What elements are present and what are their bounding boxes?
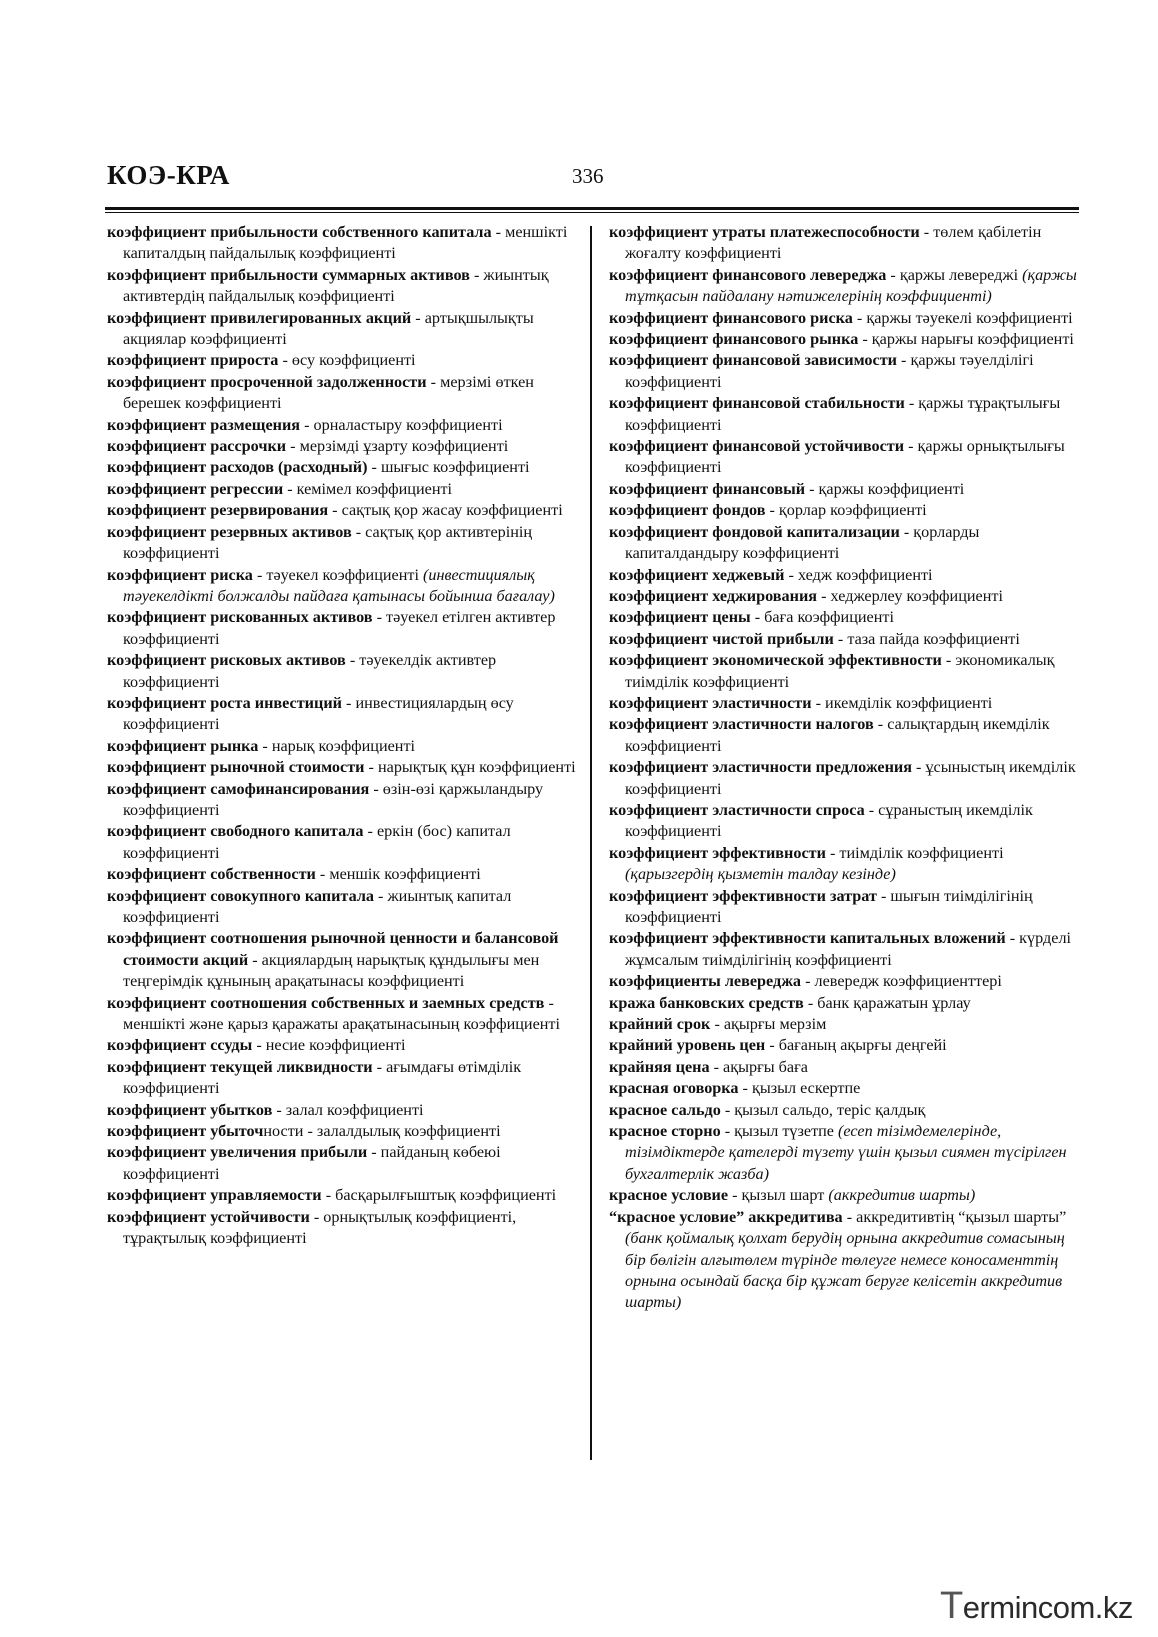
dictionary-entry	[107, 693, 577, 736]
entry-definition: - сақтық қор жасау коэффициенті	[328, 501, 563, 520]
entry-definition: - нарық коэффициенті	[258, 736, 416, 755]
entry-definition: - хеджерлеу коэффициенті	[817, 586, 1003, 605]
termincom-logo	[940, 1585, 1133, 1628]
entry-note: (инвестициялық тәуекелдікті болжалды пайдаға қатынасы бойынша бағалау)	[123, 565, 555, 605]
entry-term: коэффициент эффективности затрат	[609, 886, 877, 905]
entry-note: (банк қоймалық қолхат берудің орнына аккредитив сомасының бір бөлігін алғытөлем түрінде төлеуге немесе коносаменттің орнына осындай басқа бір құжат беруге келісетін аккредитив шарты)	[625, 1229, 1065, 1312]
entry-term: коэффициенты левереджа	[609, 972, 802, 991]
entry-term: коэффициент собственности	[107, 865, 316, 884]
entry-definition: - жиынтық активтердің пайдалылық коэффициенті	[123, 265, 549, 306]
entry-definition: - хедж коэффициенті	[784, 565, 933, 584]
dictionary-entry	[107, 415, 577, 436]
entry-definition: - банк қаражатын ұрлау	[803, 993, 971, 1012]
entry-term: коэффициент соотношения собственных и заемных средств	[107, 993, 545, 1012]
entry-term: красное сторно	[609, 1122, 721, 1141]
entry-definition: - қызыл түзетпе	[720, 1122, 839, 1141]
entry-term: коэффициент роста инвестиций	[107, 693, 342, 712]
dictionary-entry	[107, 1185, 577, 1206]
dictionary-entry	[107, 779, 577, 822]
entry-definition: - экономикалық тиімділік коэффициенті	[625, 651, 1055, 691]
dictionary-entry	[107, 479, 577, 500]
page-number: 336	[572, 164, 604, 188]
dictionary-entry	[107, 500, 577, 521]
entry-term: коэффициент свободного капитала	[107, 822, 364, 841]
entry-definition: - мерзімді ұзарту коэффициенті	[286, 437, 509, 456]
dictionary-entry	[609, 1121, 1077, 1185]
entry-definition: - баға коэффициенті	[750, 608, 894, 627]
entry-term: коэффициент соотношения рыночной ценности и балансовой стоимости акций	[107, 929, 559, 969]
entry-term: крайняя цена	[609, 1057, 710, 1076]
entry-term: коэффициент рыночной стоимости	[107, 758, 365, 777]
dictionary-entry	[609, 629, 1077, 650]
dictionary-entry	[107, 1035, 577, 1056]
dictionary-entry	[609, 1014, 1077, 1035]
entry-term: коэффициент эластичности спроса	[609, 800, 865, 819]
entry-definition: - ағымдағы өтімділік коэффициенті	[123, 1057, 522, 1098]
entry-term: коэффициент утраты платежеспособности	[609, 223, 920, 241]
header-rule-thick	[105, 207, 1079, 210]
entry-term: красное условие	[609, 1186, 729, 1205]
dictionary-entry	[107, 457, 577, 478]
dictionary-entry	[609, 693, 1077, 714]
entry-definition: - қаржы нарығы коэффициенті	[858, 330, 1074, 349]
entry-definition: - жиынтық капитал коэффициенті	[123, 886, 512, 926]
entry-term: коэффициент чистой прибыли	[609, 629, 834, 648]
entry-term: коэффициент резервирования	[107, 501, 329, 520]
dictionary-entry	[609, 843, 1077, 886]
dictionary-entry	[107, 1142, 577, 1185]
dictionary-entry	[609, 586, 1077, 607]
entry-definition: - қорларды капиталдандыру коэффициенті	[625, 522, 980, 563]
entry-definition: - еркін (бос) капитал коэффициенті	[123, 822, 511, 862]
dictionary-entry	[609, 522, 1077, 565]
dictionary-entry	[609, 1207, 1077, 1314]
page-header-title: КОЭ-КРА	[107, 160, 230, 190]
entry-definition: - өзін-өзі қаржыландыру коэффициенті	[123, 779, 544, 819]
entry-definition: - қызыл сальдо, теріс қалдық	[720, 1100, 926, 1119]
entry-definition: ности - залалдылық коэффициенті	[263, 1122, 501, 1141]
dictionary-entry	[609, 607, 1077, 628]
entry-definition: - орналастыру коэффициенті	[300, 415, 503, 434]
entry-definition: - сақтық қор активтерінің коэффициенті	[123, 522, 533, 563]
entry-definition: - тәуекелдік активтер коэффициенті	[123, 651, 497, 691]
entry-term: коэффициент финансовой зависимости	[609, 351, 897, 370]
dictionary-entry	[107, 607, 577, 650]
entry-definition: - мерзімі өткен берешек коэффициенті	[123, 372, 534, 413]
dictionary-entry	[609, 500, 1077, 521]
dictionary-entry	[609, 1057, 1077, 1078]
entry-term: коэффициент рынка	[107, 736, 259, 755]
entry-definition: - аккредитивтің “қызыл шарты”	[842, 1207, 1067, 1226]
entry-term: коэффициент хеджирования	[609, 586, 818, 605]
entry-definition: - меншік коэффициенті	[315, 865, 481, 884]
entry-term: коэффициент резервных активов	[107, 522, 352, 541]
entry-definition: - салықтардың икемділік коэффициенті	[625, 715, 1050, 755]
dictionary-entry	[609, 1035, 1077, 1056]
entry-term: коэффициент ссуды	[107, 1036, 253, 1055]
entry-term: коэффициент финансового риска	[609, 308, 853, 327]
entry-definition: - пайданың көбеюі коэффициенті	[123, 1143, 501, 1183]
dictionary-entry	[609, 714, 1077, 757]
entry-definition: - төлем қабілетін жоғалту коэффициенті	[625, 223, 1042, 263]
dictionary-entry	[107, 565, 577, 608]
dictionary-entry	[107, 993, 577, 1036]
entry-definition: - қаржы левереджі	[886, 265, 1023, 284]
entry-definition: - тиімділік коэффициенті	[825, 843, 1004, 862]
dictionary-entry	[609, 1078, 1077, 1099]
dictionary-entry	[609, 222, 1077, 265]
entry-note: (қарызгердің қызметін талдау кезінде)	[625, 865, 896, 884]
column-divider	[590, 226, 592, 1460]
dictionary-entry	[107, 522, 577, 565]
dictionary-entry	[107, 650, 577, 693]
entry-term: коэффициент эластичности налогов	[609, 715, 874, 734]
dictionary-entry	[107, 265, 577, 308]
entry-definition: - залал коэффициенті	[272, 1100, 424, 1119]
entry-definition: - қызыл шарт	[728, 1186, 829, 1205]
entry-definition: - ұсыныстың икемділік коэффициенті	[625, 758, 1076, 798]
entry-definition: - күрделі жұмсалым тиімділігінің коэффициенті	[625, 929, 1072, 969]
entry-note: (есеп тізімдемелерінде, тізімдіктерде қателерді түзету үшін қызыл сиямен түсірілген бухгалтерлік жазба)	[625, 1122, 1067, 1183]
entry-definition: - кемімел коэффициенті	[283, 479, 453, 498]
entry-term: коэффициент расходов (расходный)	[107, 458, 368, 477]
entry-term: коэффициент убытков	[107, 1100, 273, 1119]
dictionary-entry	[107, 1100, 577, 1121]
entry-term: коэффициент просроченной задолженности	[107, 372, 427, 391]
entry-term: коэффициент финансового рынка	[609, 330, 859, 349]
entry-definition: - орнықтылық коэффициенті, тұрақтылық коэффициенті	[123, 1207, 517, 1248]
entry-term: красное сальдо	[609, 1100, 721, 1119]
header-rule-thin	[105, 212, 1079, 213]
entry-term: коэффициент экономической эффективности	[609, 651, 942, 670]
dictionary-entry	[107, 372, 577, 415]
dictionary-entry	[609, 436, 1077, 479]
entry-definition: - нарықтық құн коэффициенті	[364, 758, 576, 777]
entry-term: коэффициент финансовой стабильности	[609, 394, 905, 413]
entry-term: коэффициент финансовой устойчивости	[609, 437, 905, 456]
entry-definition: - шығын тиімділігінің коэффициенті	[625, 886, 1033, 926]
dictionary-entry	[609, 1100, 1077, 1121]
entry-term: крайний срок	[609, 1015, 711, 1034]
entry-definition: - қаржы коэффициенті	[805, 479, 965, 498]
entry-term: коэффициент прироста	[107, 351, 279, 370]
dictionary-entry	[609, 757, 1077, 800]
entry-definition: - қорлар коэффициенті	[765, 501, 927, 520]
entry-definition: - несие коэффициенті	[252, 1036, 406, 1055]
entry-definition: - қаржы орнықтылығы коэффициенті	[625, 437, 1065, 477]
entry-definition: - өсу коэффициенті	[278, 351, 416, 370]
dictionary-entry	[107, 757, 577, 778]
entry-term: коэффициент управляемости	[107, 1186, 322, 1205]
left-column	[107, 222, 577, 1250]
dictionary-entry	[609, 393, 1077, 436]
entry-term: коэффициент финансового левереджа	[609, 265, 887, 284]
entry-definition: - меншікті және қарыз қаражаты арақатынасының коэффициенті	[123, 993, 560, 1034]
entry-definition: - қаржы тұрақтылығы коэффициенті	[625, 394, 1061, 434]
entry-term: крайний уровень цен	[609, 1036, 766, 1055]
entry-term: коэффициент фондов	[609, 501, 766, 520]
dictionary-entry	[107, 1121, 577, 1142]
dictionary-entry	[609, 1185, 1077, 1206]
entry-term: коэффициент рискованных активов	[107, 608, 373, 627]
entry-definition: - ақырғы мерзім	[710, 1015, 827, 1034]
entry-definition: - таза пайда коэффициенті	[833, 629, 1020, 648]
entry-definition: - қаржы тәуелділігі коэффициенті	[625, 351, 1034, 391]
entry-term: коэффициент риска	[107, 565, 253, 584]
logo-prefix: T	[940, 1585, 963, 1627]
dictionary-entry	[107, 886, 577, 929]
entry-term: коэффициент устойчивости	[107, 1207, 310, 1226]
entry-term: коэффициент цены	[609, 608, 751, 627]
entry-term: коэффициент хеджевый	[609, 565, 785, 584]
dictionary-entry	[609, 886, 1077, 929]
dictionary-entry	[609, 800, 1077, 843]
entry-definition: - инвестициялардың өсу коэффициенті	[123, 693, 514, 734]
entry-term: коэффициент эластичности	[609, 693, 812, 712]
dictionary-entry	[609, 650, 1077, 693]
entry-term: коэффициент самофинансирования	[107, 779, 370, 798]
entry-term: коэффициент регрессии	[107, 479, 284, 498]
entry-term: коэффициент рассрочки	[107, 437, 287, 456]
dictionary-entry	[107, 308, 577, 351]
entry-definition: - левередж коэффициенттері	[801, 972, 1002, 991]
entry-note: (қаржы тұтқасын пайдалану нәтижелерінің коэффициенті)	[625, 265, 1077, 306]
entry-term: коэффициент рисковых активов	[107, 651, 346, 670]
entry-term: кража банковских средств	[609, 993, 804, 1012]
entry-term: коэффициент убыточ	[107, 1122, 264, 1141]
entry-definition: - сұраныстың икемділік коэффициенті	[625, 800, 1033, 841]
dictionary-entry	[107, 1057, 577, 1100]
entry-term: коэффициент эластичности предложения	[609, 758, 912, 777]
entry-definition: - акциялардың нарықтық құндылығы мен теңгерімдік құнының арақатынасы коэффициенті	[123, 950, 540, 991]
entry-definition: - қаржы тәуекелі коэффициенті	[852, 308, 1073, 327]
dictionary-entry	[107, 222, 577, 265]
entry-definition: - ақырғы баға	[709, 1057, 808, 1076]
entry-definition: - қызыл ескертпе	[738, 1079, 861, 1098]
dictionary-entry	[609, 993, 1077, 1014]
entry-term: “красное условие” аккредитива	[609, 1207, 843, 1226]
dictionary-entry	[107, 436, 577, 457]
dictionary-entry	[107, 736, 577, 757]
dictionary-entry	[609, 971, 1077, 992]
dictionary-entry	[107, 350, 577, 371]
entry-definition: - икемділік коэффициенті	[811, 693, 993, 712]
entry-definition: - тәуекел етілген активтер коэффициенті	[123, 608, 556, 648]
dictionary-entry	[609, 479, 1077, 500]
dictionary-entry	[107, 821, 577, 864]
entry-term: коэффициент привилегированных акций	[107, 308, 412, 327]
entry-term: коэффициент размещения	[107, 415, 301, 434]
entry-definition: - шығыс коэффициенті	[367, 458, 530, 477]
entry-note: (аккредитив шарты)	[828, 1186, 976, 1205]
entry-definition: - меншікті капиталдың пайдалылық коэффициенті	[123, 223, 568, 263]
entry-definition: - бағаның ақырғы деңгейі	[765, 1036, 947, 1055]
entry-term: коэффициент прибыльности суммарных активов	[107, 265, 470, 284]
logo-text: ermincom.kz	[962, 1590, 1133, 1625]
dictionary-entry	[609, 265, 1077, 308]
entry-definition: - тәуекел коэффициенті	[252, 565, 423, 584]
entry-term: коэффициент финансовый	[609, 479, 806, 498]
dictionary-entry	[107, 1207, 577, 1250]
entry-definition: - артықшылықты акциялар коэффициенті	[123, 308, 534, 349]
entry-term: коэффициент прибыльности собственного капитала	[107, 223, 492, 241]
dictionary-entry	[609, 350, 1077, 393]
dictionary-entry	[609, 308, 1077, 329]
entry-term: коэффициент фондовой капитализации	[609, 522, 900, 541]
entry-term: коэффициент эффективности	[609, 843, 826, 862]
entry-term: коэффициент текущей ликвидности	[107, 1057, 373, 1076]
entry-term: красная оговорка	[609, 1079, 739, 1098]
dictionary-entry	[107, 928, 577, 992]
entry-term: коэффициент совокупного капитала	[107, 886, 374, 905]
entry-term: коэффициент эффективности капитальных вложений	[609, 929, 1006, 948]
dictionary-entry	[609, 565, 1077, 586]
entry-term: коэффициент увеличения прибыли	[107, 1143, 368, 1162]
entry-definition: - басқарылғыштық коэффициенті	[321, 1186, 557, 1205]
right-column	[609, 222, 1077, 1314]
dictionary-entry	[609, 329, 1077, 350]
dictionary-entry	[609, 928, 1077, 971]
dictionary-entry	[107, 864, 577, 885]
